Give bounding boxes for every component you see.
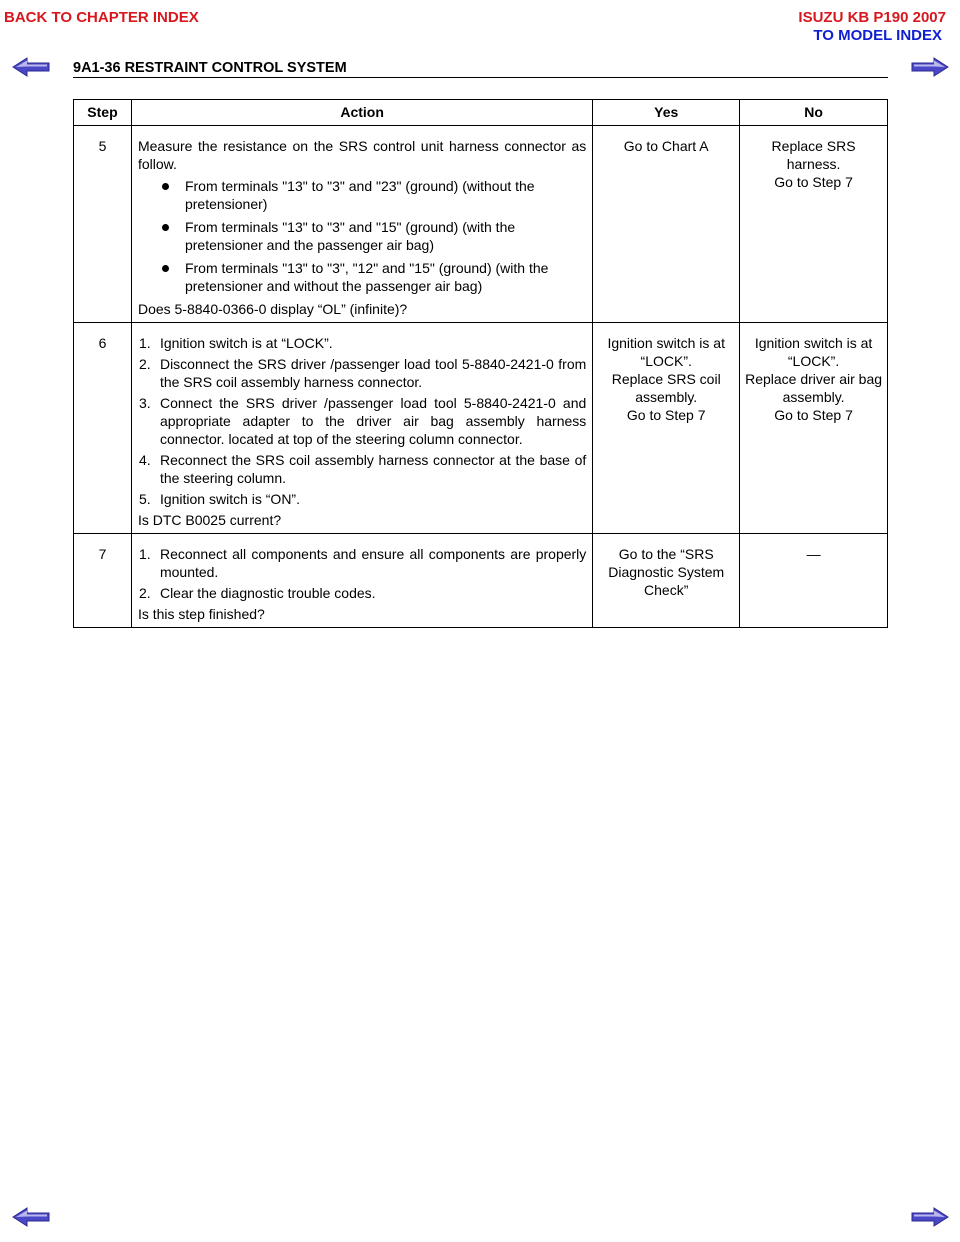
procedure-list bbox=[138, 545, 586, 602]
procedure-item: 1. Ignition switch is at “LOCK”. bbox=[138, 335, 333, 351]
table-row-step-5 bbox=[74, 126, 888, 323]
yes-outcome bbox=[593, 534, 740, 628]
procedure-text: Reconnect all components and ensure all components are properly mounted. bbox=[159, 546, 587, 580]
procedure-text: Ignition switch is at “LOCK”. bbox=[159, 335, 333, 351]
terminal-bullet-list bbox=[138, 177, 586, 295]
no-outcome-line: Replace driver air bag assembly. bbox=[745, 371, 883, 405]
bullet-item bbox=[138, 259, 586, 295]
yes-outcome bbox=[593, 126, 740, 323]
title-divider bbox=[73, 77, 888, 78]
model-index-nav bbox=[798, 9, 946, 45]
no-outcome bbox=[740, 534, 888, 628]
bullet-text: From terminals "13" to "3" and "15" (ground) (with the pretensioner and the passenger air bag) bbox=[184, 219, 516, 253]
step-question: Does 5-8840-0366-0 display “OL” (infinite)? bbox=[137, 301, 408, 317]
bullet-text: From terminals "13" to "3" and "23" (ground) (without the pretensioner) bbox=[184, 178, 535, 212]
yes-outcome-line: Ignition switch is at “LOCK”. bbox=[607, 335, 725, 369]
no-outcome-line: Go to Step 7 bbox=[774, 407, 853, 423]
procedure-list bbox=[138, 334, 586, 508]
right-arrow-icon[interactable] bbox=[910, 1206, 950, 1228]
table-row-step-7 bbox=[74, 534, 888, 628]
column-header-step: Step bbox=[74, 100, 132, 126]
no-outcome bbox=[740, 323, 888, 534]
procedure-item: 2. Clear the diagnostic trouble codes. bbox=[138, 585, 376, 601]
yes-outcome-line: Go to Step 7 bbox=[626, 407, 706, 423]
page-title: 9A1-36 RESTRAINT CONTROL SYSTEM bbox=[73, 60, 347, 76]
bullet-text: From terminals "13" to "3", "12" and "15" (ground) (with the pretensioner and without the passenger air bag) bbox=[184, 260, 549, 294]
table-row-step-6 bbox=[74, 323, 888, 534]
yes-outcome-line: Go to the “SRS Diagnostic System Check” bbox=[608, 546, 725, 598]
step-question: Is this step finished? bbox=[137, 606, 265, 622]
column-header-action: Action bbox=[131, 100, 592, 126]
step-number: 7 bbox=[74, 534, 132, 628]
procedure-text: Clear the diagnostic trouble codes. bbox=[159, 585, 376, 601]
diagnostic-step-table bbox=[73, 99, 888, 628]
right-arrow-icon[interactable] bbox=[910, 56, 950, 78]
no-outcome-line: Replace SRS harness. bbox=[771, 138, 856, 172]
procedure-item: 2. Disconnect the SRS driver /passenger load tool 5-8840-2421-0 from the SRS coil assembly harness connector. bbox=[138, 356, 587, 390]
model-title-link[interactable]: ISUZU KB P190 2007 bbox=[798, 9, 946, 26]
bullet-dot-icon bbox=[162, 265, 169, 272]
left-arrow-icon[interactable] bbox=[11, 1206, 51, 1228]
bullet-dot-icon bbox=[162, 224, 169, 231]
yes-outcome-line: Go to Chart A bbox=[623, 138, 709, 154]
bullet-item bbox=[138, 218, 586, 254]
step-action bbox=[131, 323, 592, 534]
procedure-item: 1. Reconnect all components and ensure all components are properly mounted. bbox=[138, 546, 587, 580]
column-header-no: No bbox=[740, 100, 888, 126]
step-number: 6 bbox=[74, 323, 132, 534]
no-outcome-line: — bbox=[806, 546, 821, 562]
procedure-text: Connect the SRS driver /passenger load tool 5-8840-2421-0 and appropriate adapter to the driver air bag assembly harness connector. located at top of the steering column connector. bbox=[159, 395, 587, 447]
procedure-text: Disconnect the SRS driver /passenger load tool 5-8840-2421-0 from the SRS coil assembly harness connector. bbox=[159, 356, 587, 390]
bullet-dot-icon bbox=[162, 183, 169, 190]
no-outcome bbox=[740, 126, 888, 323]
left-arrow-icon[interactable] bbox=[11, 56, 51, 78]
action-intro: Measure the resistance on the SRS control unit harness connector as follow. bbox=[137, 138, 587, 172]
table-header-row bbox=[74, 100, 888, 126]
step-action bbox=[131, 534, 592, 628]
procedure-item: 5. Ignition switch is “ON”. bbox=[138, 491, 300, 507]
procedure-item: 3. Connect the SRS driver /passenger load tool 5-8840-2421-0 and appropriate adapter to the driver air bag assembly harness connector. located at top of the steering column connector. bbox=[138, 395, 587, 447]
step-action bbox=[131, 126, 592, 323]
back-to-chapter-index-link[interactable]: BACK TO CHAPTER INDEX bbox=[4, 9, 199, 26]
step-question: Is DTC B0025 current? bbox=[137, 512, 282, 528]
to-model-index-link[interactable]: TO MODEL INDEX bbox=[813, 27, 942, 44]
column-header-yes: Yes bbox=[593, 100, 740, 126]
procedure-item: 4. Reconnect the SRS coil assembly harness connector at the base of the steering column. bbox=[138, 452, 587, 486]
no-outcome-line: Ignition switch is at “LOCK”. bbox=[754, 335, 873, 369]
bullet-item bbox=[138, 177, 586, 213]
procedure-text: Reconnect the SRS coil assembly harness connector at the base of the steering column. bbox=[159, 452, 587, 486]
no-outcome-line: Go to Step 7 bbox=[774, 174, 853, 190]
step-number: 5 bbox=[74, 126, 132, 323]
procedure-text: Ignition switch is “ON”. bbox=[159, 491, 300, 507]
yes-outcome bbox=[593, 323, 740, 534]
yes-outcome-line: Replace SRS coil assembly. bbox=[611, 371, 721, 405]
